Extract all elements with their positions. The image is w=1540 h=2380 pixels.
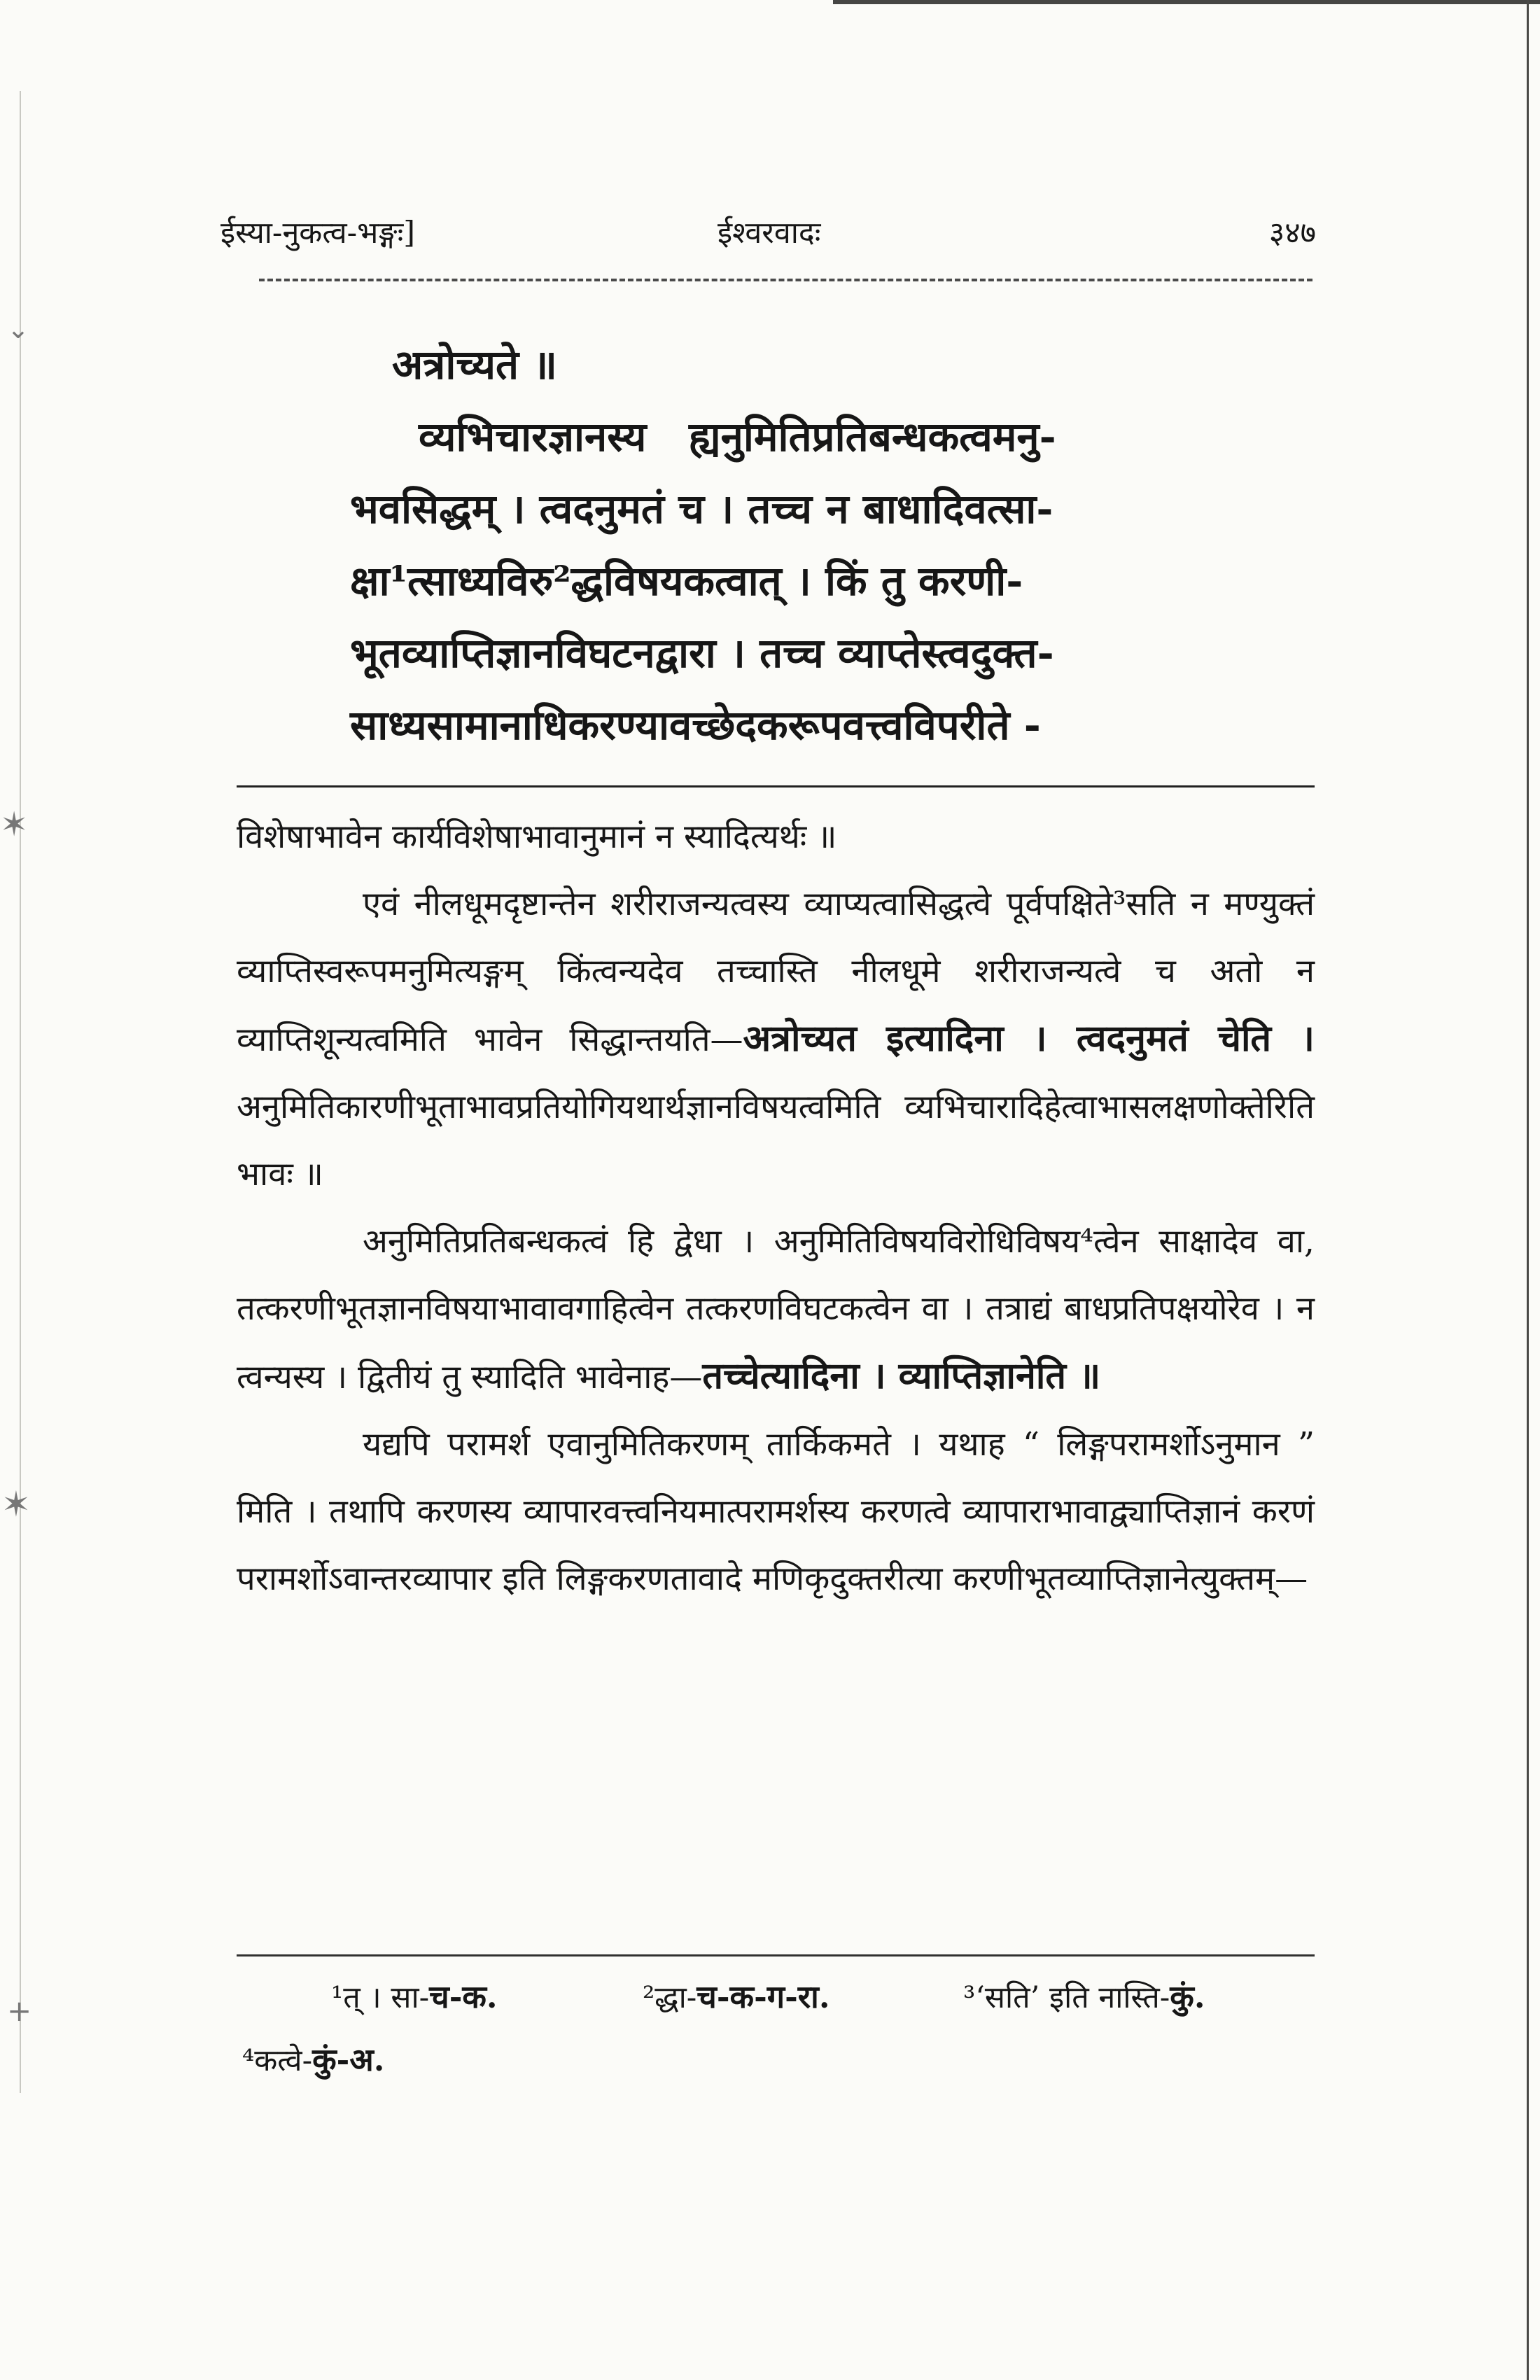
footnotes	[237, 1966, 1315, 2078]
footnote-3	[963, 1966, 1205, 2029]
footnote-text: ¹त् । सा-	[331, 1980, 430, 2015]
commentary-paragraph: विशेषाभावेन कार्यविशेषाभावानुमानं न स्यादित्यर्थः ॥	[237, 818, 837, 856]
main-text-line: भवसिद्धम् । त्वदनुमतं च । तच्च न बाधादिवत्सा-	[350, 485, 1054, 533]
main-sanskrit-text	[350, 329, 1316, 762]
footnote-text: ³‘सति’ इति नास्ति-	[963, 1980, 1170, 2015]
footnote-text: ²द्धा-	[643, 1980, 697, 2015]
left-margin-star: ✶	[1, 1484, 31, 1525]
footnote-text: ⁴कत्वे-	[242, 2043, 313, 2078]
main-text-line: भूतव्याप्तिज्ञानविघटनद्वारा । तच्च व्याप्तेस्त्वदुक्त-	[350, 629, 1054, 677]
right-page-edge	[1527, 0, 1529, 2380]
commentary-paragraph	[237, 871, 1325, 1208]
main-text-line: व्यभिचारज्ञानस्य ह्यनुमितिप्रतिबन्धकत्वमनु-	[419, 413, 1056, 461]
commentary-block	[237, 804, 1325, 1613]
footnote-source: कुं-अ.	[312, 2041, 385, 2078]
main-text-line: अत्रोच्यते ॥	[392, 341, 557, 388]
commentary-lemma: तच्चेत्यादिना । व्याप्तिज्ञानेति ॥	[702, 1354, 1101, 1397]
footnote-4	[242, 2029, 384, 2092]
left-margin-cross: +	[7, 1994, 32, 2028]
top-edge-shadow	[833, 0, 1540, 4]
main-text-line: साध्यसामानाधिकरण्यावच्छेदकरूपवत्त्वविपरीते -	[350, 701, 1041, 749]
header-divider	[259, 279, 1312, 281]
commentary-lemma: अत्रोच्यत इत्यादिना । त्वदनुमतं चेति ।	[743, 1017, 1315, 1060]
footnote-source: च-क-ग-रा.	[696, 1978, 830, 2015]
left-binding-edge	[20, 91, 21, 2093]
footnote-source: च-क.	[429, 1978, 498, 2015]
footnote-line	[237, 1966, 1315, 2078]
footnote-2	[643, 1966, 830, 2029]
footnote-divider	[237, 1954, 1315, 1956]
commentary-paragraph: यद्यपि परामर्श एवानुमितिकरणम् तार्किकमते । यथाह “ लिङ्गपरामर्शोऽनुमान ” मिति । तथापि करणस्य व्यापारवत्त्वनियमात्परामर्शस्य करणत्वे व्यापाराभावाद्व्याप्तिज्ञानं करणं परामर्शोऽवान्तरव्यापार इति लिङ्गकरणतावादे मणिकृदुक्तरीत्या करणीभूतव्याप्तिज्ञानेत्युक्तम्—	[237, 1425, 1325, 1598]
running-header	[220, 204, 1316, 262]
footnote-source: कुं.	[1170, 1978, 1205, 2015]
main-text-divider	[237, 785, 1315, 788]
commentary-text: अनुमितिकारणीभूताभावप्रतियोगियथार्थज्ञानविषयत्वमिति व्यभिचारादिहेत्वाभासलक्षणोक्तेरिति भावः ॥	[237, 1088, 1325, 1194]
commentary-paragraph	[237, 1208, 1325, 1411]
footnote-1	[331, 1966, 498, 2029]
page-number: ३४७	[1268, 216, 1316, 251]
running-header-left: ईस्या-नुकत्व-भङ्गः]	[220, 216, 416, 251]
running-header-title: ईश्वरवादः	[718, 216, 821, 251]
commentary-text: एवं नीलधूमदृष्टान्तेन शरीराजन्यत्वस्य व्याप्यत्वासिद्धत्वे पूर्वपक्षिते³सति न मण्युक्तं व्याप्तिस्वरूपमनुमित्यङ्गम् किंत्वन्यदेव तच्चास्ति नीलधूमे शरीराजन्यत्वे च अतो न व्याप्तिशून्यत्वमिति भावेन सिद्धान्तयति—	[237, 885, 1325, 1059]
commentary-text: अनुमितिप्रतिबन्धकत्वं हि द्वेधा । अनुमितिविषयविरोधिविषय⁴त्वेन साक्षादेव वा, तत्करणीभूतज्ञानविषयाभावावगाहित्वेन तत्करणविघटकत्वेन वा । तत्राद्यं बाधप्रतिपक्षयोरेव । न त्वन्यस्य । द्वितीयं तु स्यादिति भावेनाह—	[237, 1222, 1325, 1396]
left-margin-star: ✶	[0, 805, 29, 844]
left-margin-mark: ⌄	[7, 314, 29, 344]
main-text-line: क्षा¹त्साध्यविरु²द्धविषयकत्वात् । किं तु करणी-	[350, 557, 1023, 605]
